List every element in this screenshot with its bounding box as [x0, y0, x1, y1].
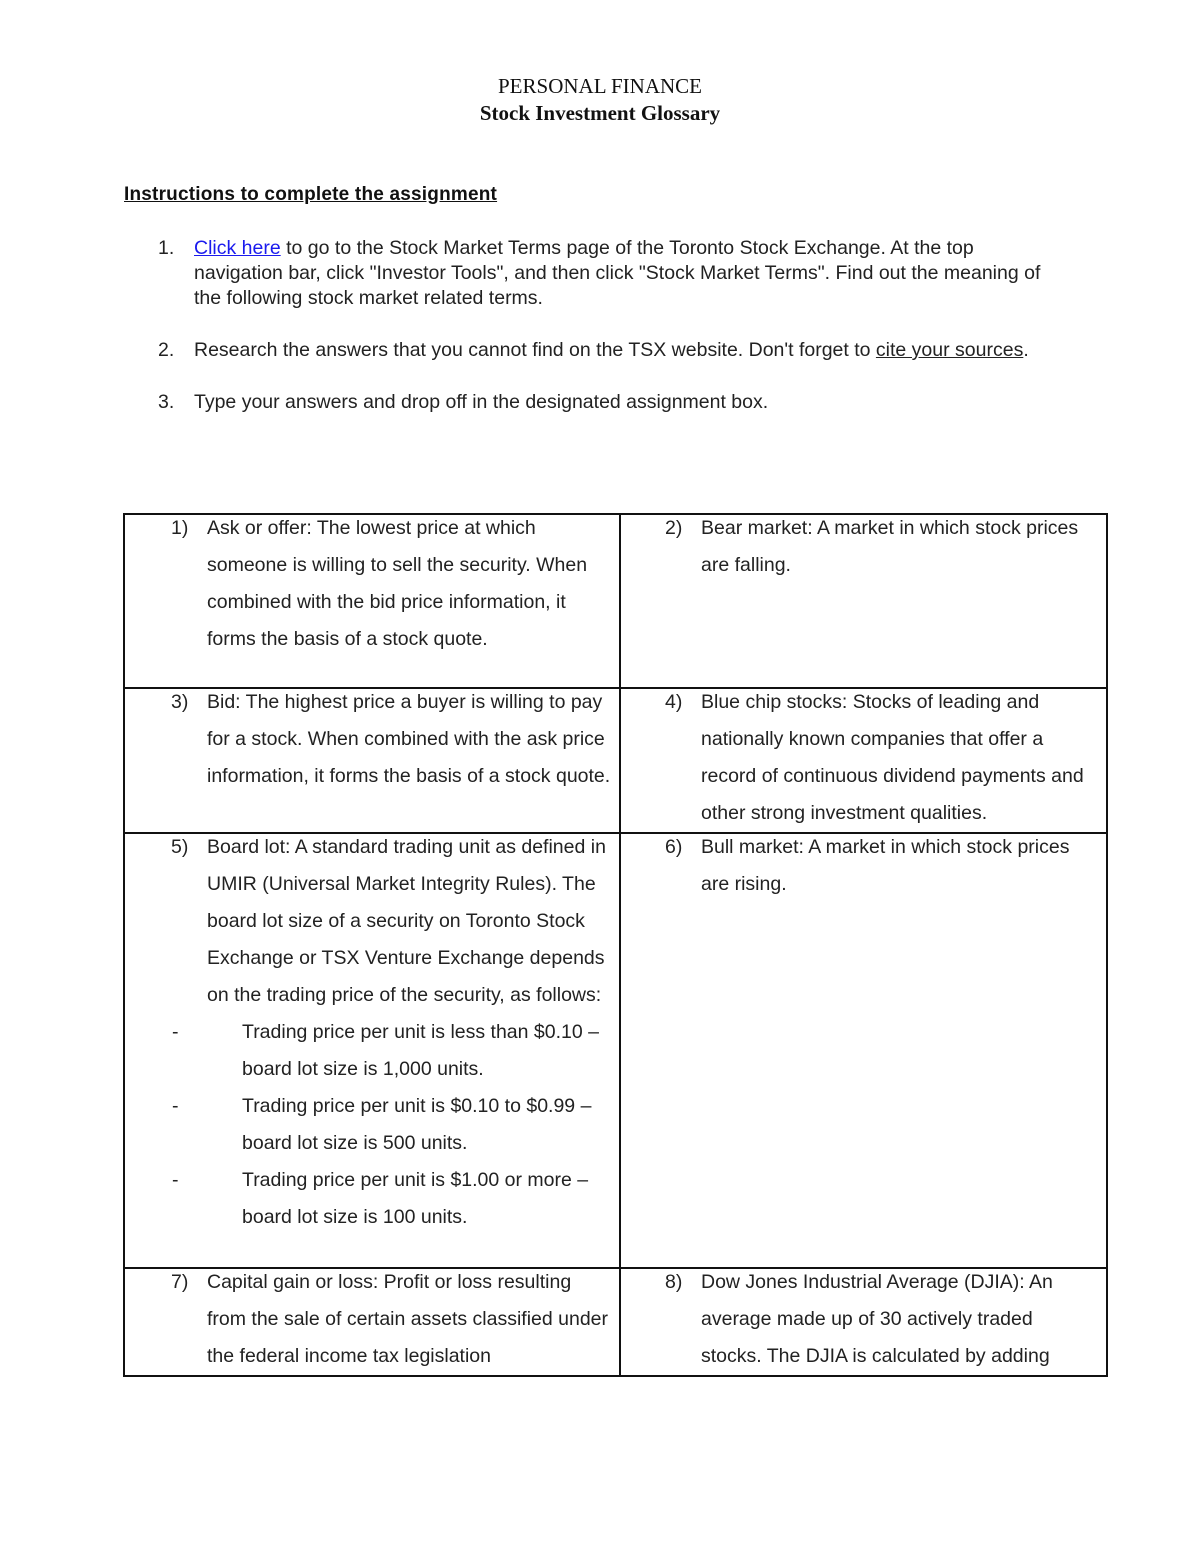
table-row — [124, 688, 1107, 833]
term-number: 2) — [665, 517, 683, 539]
glossary-cell — [124, 1268, 620, 1376]
instructions-list — [124, 236, 1044, 442]
term-number: 4) — [665, 691, 683, 713]
term-text: Capital gain or loss: Profit or loss resulting from the sale of certain assets classified under the federal income tax legislation — [207, 1271, 609, 1367]
step-text: to go to the Stock Market Terms page of the Toronto Stock Exchange. At the top navigation bar, click "Investor Tools", and then click "Stock Market Terms". Find out the meaning of the following stock market related terms. — [194, 237, 1041, 309]
term-number: 7) — [171, 1271, 189, 1293]
term-number: 5) — [171, 836, 189, 858]
instruction-step — [124, 236, 1044, 311]
board-lot-bullets — [172, 1014, 611, 1236]
glossary-cell — [124, 833, 620, 1268]
glossary-cell — [620, 514, 1107, 688]
list-item — [172, 1014, 611, 1088]
glossary-cell — [124, 688, 620, 833]
list-item — [172, 1088, 611, 1162]
term-number: 3) — [171, 691, 189, 713]
cite-sources-text: cite your sources — [875, 339, 1024, 361]
table-row — [124, 833, 1107, 1268]
step-text: Research the answers that you cannot find on the TSX website. Don't forget to — [194, 339, 876, 361]
term-text: Board lot: A standard trading unit as defined in UMIR (Universal Market Integrity Rules). The board lot size of a security on Toronto Stock Exchange or TSX Venture Exchange depends on the trading price of the security, as follows: — [207, 836, 606, 1006]
bullet-text: Trading price per unit is less than $0.10 – board lot size is 1,000 units. — [242, 1021, 599, 1080]
step-text: Type your answers and drop off in the designated assignment box. — [194, 391, 769, 413]
term-text: Dow Jones Industrial Average (DJIA): An average made up of 30 actively traded stocks. The DJIA is calculated by adding — [701, 1271, 1053, 1367]
dash-marker: - — [172, 1169, 179, 1191]
instruction-step — [124, 390, 1044, 415]
term-text: Ask or offer: The lowest price at which someone is willing to sell the security. When combined with the bid price information, it forms the basis of a stock quote. — [207, 517, 588, 650]
term-number: 6) — [665, 836, 683, 858]
document-title: PERSONAL FINANCE — [498, 74, 702, 98]
dash-marker: - — [172, 1095, 179, 1117]
bullet-text: Trading price per unit is $1.00 or more – board lot size is 100 units. — [242, 1169, 589, 1228]
term-number: 8) — [665, 1271, 683, 1293]
list-item — [172, 1162, 611, 1236]
glossary-cell — [620, 688, 1107, 833]
term-text: Bull market: A market in which stock prices are rising. — [701, 836, 1070, 895]
term-number: 1) — [171, 517, 189, 539]
term-text: Bear market: A market in which stock prices are falling. — [701, 517, 1079, 576]
glossary-cell — [620, 1268, 1107, 1376]
instruction-step — [124, 338, 1044, 363]
bullet-text: Trading price per unit is $0.10 to $0.99 – board lot size is 500 units. — [242, 1095, 592, 1154]
click-here-link[interactable]: Click here — [194, 237, 281, 259]
document-subtitle: Stock Investment Glossary — [479, 101, 721, 125]
instructions-heading: Instructions to complete the assignment — [124, 184, 498, 205]
table-row — [124, 514, 1107, 688]
step-text-end: . — [1023, 339, 1029, 361]
glossary-table — [123, 513, 1108, 1377]
glossary-cell — [124, 514, 620, 688]
term-text: Blue chip stocks: Stocks of leading and nationally known companies that offer a record of continuous dividend payments and other strong investment qualities. — [701, 691, 1084, 824]
table-row — [124, 1268, 1107, 1376]
term-text: Bid: The highest price a buyer is willing to pay for a stock. When combined with the ask price information, it forms the basis of a stock quote. — [207, 691, 611, 787]
step-number: 3. — [158, 391, 175, 413]
dash-marker: - — [172, 1021, 179, 1043]
step-number: 2. — [158, 339, 175, 361]
glossary-cell — [620, 833, 1107, 1268]
step-number: 1. — [158, 237, 175, 259]
